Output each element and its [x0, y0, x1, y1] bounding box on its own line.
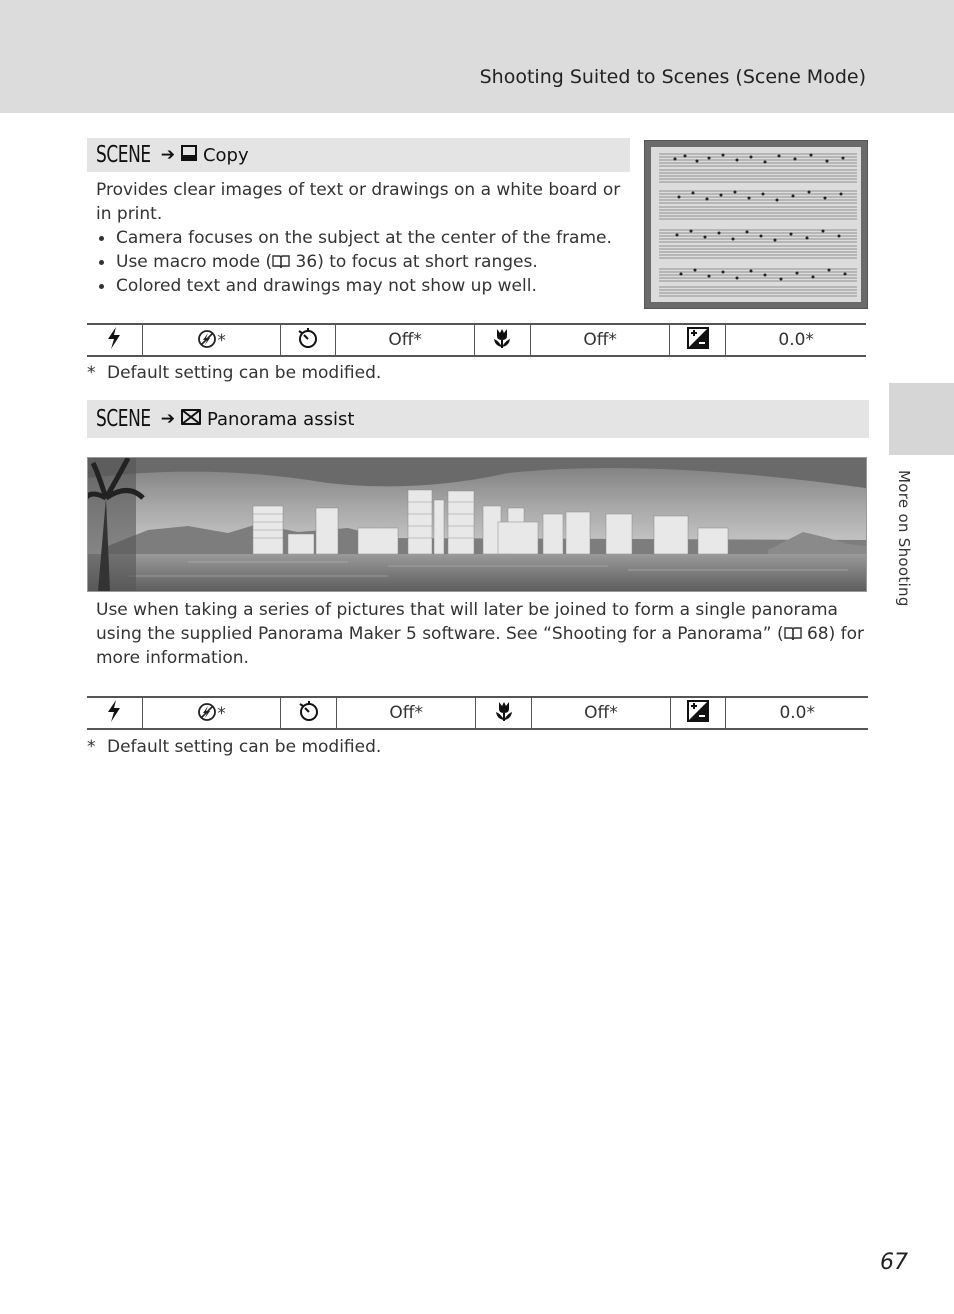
- page-number: 67: [880, 1250, 908, 1275]
- header-title: Shooting Suited to Scenes (Scene Mode): [479, 66, 866, 88]
- panorama-description-a: Use when taking a series of pictures that will later be joined to form a single panorama using the supplied Panorama Maker 5 software. See “Shooting for a Panorama” (: [96, 600, 838, 644]
- copy-bullet-2-text: Use macro mode (: [116, 252, 273, 272]
- copy-bullet-2: [96, 250, 621, 274]
- panorama-footnote: [87, 737, 381, 757]
- panorama-photo: [87, 457, 867, 592]
- panorama-section-heading: [87, 400, 869, 438]
- panorama-description: [96, 598, 866, 670]
- flash-mode-cell: [142, 697, 280, 729]
- side-tab: [889, 383, 954, 455]
- table-row: [87, 697, 868, 729]
- self-timer-icon: [281, 697, 337, 729]
- copy-bullet-2-ref: 36) to focus at short ranges.: [290, 252, 538, 272]
- copy-bullet-3: Colored text and drawings may not show up well.: [96, 274, 621, 298]
- table-row: [87, 324, 866, 356]
- arrow-icon: ➔: [160, 409, 175, 429]
- panorama-assist-icon: [181, 409, 201, 429]
- flash-mode-cell: [142, 324, 281, 356]
- footnote-text: Default setting can be modified.: [107, 737, 382, 757]
- copy-settings-table: [87, 323, 866, 357]
- flash-mode-value: *: [217, 704, 226, 724]
- scene-word: SCENE: [96, 142, 151, 168]
- panorama-mode-label: Panorama assist: [206, 408, 355, 430]
- flash-mode-value: *: [217, 331, 226, 351]
- flash-icon: [87, 697, 142, 729]
- self-timer-icon: [281, 324, 336, 356]
- flash-off-icon: [197, 331, 217, 351]
- copy-footnote: [87, 363, 381, 383]
- book-reference-icon: [272, 252, 290, 272]
- panorama-description-b: 68) for more information.: [96, 624, 865, 668]
- footnote-marker: *: [87, 737, 96, 757]
- macro-tulip-icon: [476, 697, 532, 729]
- flash-icon: [87, 324, 142, 356]
- copy-description: Provides clear images of text or drawings on a white board or in print.: [96, 180, 621, 224]
- exposure-compensation-icon: [670, 697, 726, 729]
- self-timer-value: Off*: [336, 697, 475, 729]
- self-timer-value: Off*: [336, 324, 475, 356]
- scene-word: SCENE: [96, 406, 151, 432]
- book-reference-icon: [784, 624, 802, 644]
- copy-description-block: [96, 178, 621, 298]
- exposure-compensation-icon: [670, 324, 726, 356]
- side-tab-label: More on Shooting: [895, 470, 913, 607]
- copy-section-heading: [87, 138, 630, 172]
- exposure-value: 0.0*: [726, 697, 868, 729]
- sheet-music-photo: [644, 140, 868, 309]
- exposure-value: 0.0*: [726, 324, 866, 356]
- page-header: [0, 0, 954, 113]
- macro-tulip-icon: [474, 324, 530, 356]
- copy-mode-icon: [181, 145, 197, 165]
- footnote-marker: *: [87, 363, 96, 383]
- macro-value: Off*: [530, 324, 670, 356]
- panorama-settings-table: [87, 696, 868, 730]
- copy-mode-label: Copy: [202, 144, 249, 166]
- copy-bullet-1: Camera focuses on the subject at the center of the frame.: [96, 226, 621, 250]
- copy-bullet-list: [96, 226, 621, 298]
- flash-off-icon: [197, 704, 217, 724]
- macro-value: Off*: [532, 697, 670, 729]
- arrow-icon: ➔: [160, 145, 175, 165]
- footnote-text: Default setting can be modified.: [107, 363, 382, 383]
